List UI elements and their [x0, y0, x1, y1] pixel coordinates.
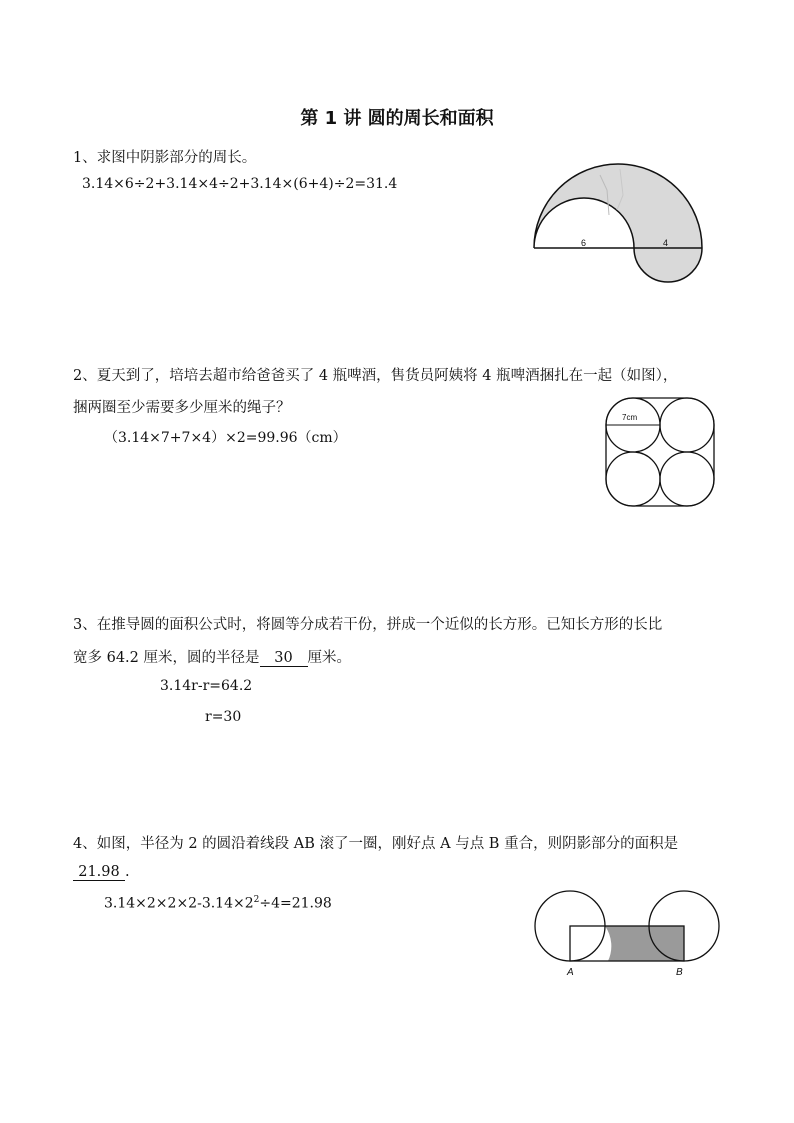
question-3-text-before: 宽多 64.2 厘米，圆的半径是: [73, 650, 260, 666]
bottle-circle: [660, 452, 714, 506]
question-2-solution: （3.14×7+7×4）×2=99.96（cm）: [104, 430, 347, 446]
question-4-text-after: .: [125, 864, 130, 880]
answer-blank: 30: [260, 650, 308, 667]
question-4-text-line2: [73, 864, 130, 881]
question-3-text-line2: [73, 646, 351, 667]
answer-blank: 21.98: [73, 864, 125, 881]
label-b: B: [676, 967, 683, 978]
label-6: 6: [581, 238, 587, 248]
question-3-text-line1: 3、在推导圆的面积公式时，将圆等分成若干份，拼成一个近似的长方形。已知长方形的长比: [73, 617, 663, 633]
shaded-region: [605, 926, 684, 961]
question-3-text-after: 厘米。: [307, 650, 352, 666]
question-4-text-line1: 4、如图，半径为 2 的圆沿着线段 AB 滚了一圈，刚好点 A 与点 B 重合，则阴影部分的面积是: [73, 836, 679, 852]
question-1-figure: [525, 155, 715, 295]
question-3-solution-line1: 3.14r-r=64.2: [160, 678, 253, 694]
bottle-circle: [606, 452, 660, 506]
solution-superscript: 2: [253, 895, 260, 905]
bottle-circle: [660, 398, 714, 452]
solution-part: ÷4=21.98: [259, 895, 332, 912]
question-1-solution: 3.14×6÷2+3.14×4÷2+3.14×(6+4)÷2=31.4: [82, 176, 398, 192]
page-title: 第 1 讲 圆的周长和面积: [300, 108, 494, 129]
question-2-text-line1: 2、夏天到了，培培去超市给爸爸买了 4 瓶啤酒，售货员阿姨将 4 瓶啤酒捆扎在一起（如图），: [73, 368, 678, 384]
label-4: 4: [663, 238, 669, 248]
question-2-figure: [600, 392, 720, 512]
label-7cm: 7cm: [622, 413, 638, 422]
question-1-text: 1、求图中阴影部分的周长。: [73, 150, 257, 166]
question-4-solution: [104, 895, 332, 912]
shaded-region: [534, 164, 702, 282]
solution-part: 3.14×2×2×2-3.14×2: [104, 895, 254, 912]
label-a: A: [567, 967, 574, 978]
question-4-figure: [530, 885, 730, 985]
question-2-text-line2: 捆两圈至少需要多少厘米的绳子？: [73, 400, 291, 416]
question-3-solution-line2: r=30: [205, 709, 242, 725]
